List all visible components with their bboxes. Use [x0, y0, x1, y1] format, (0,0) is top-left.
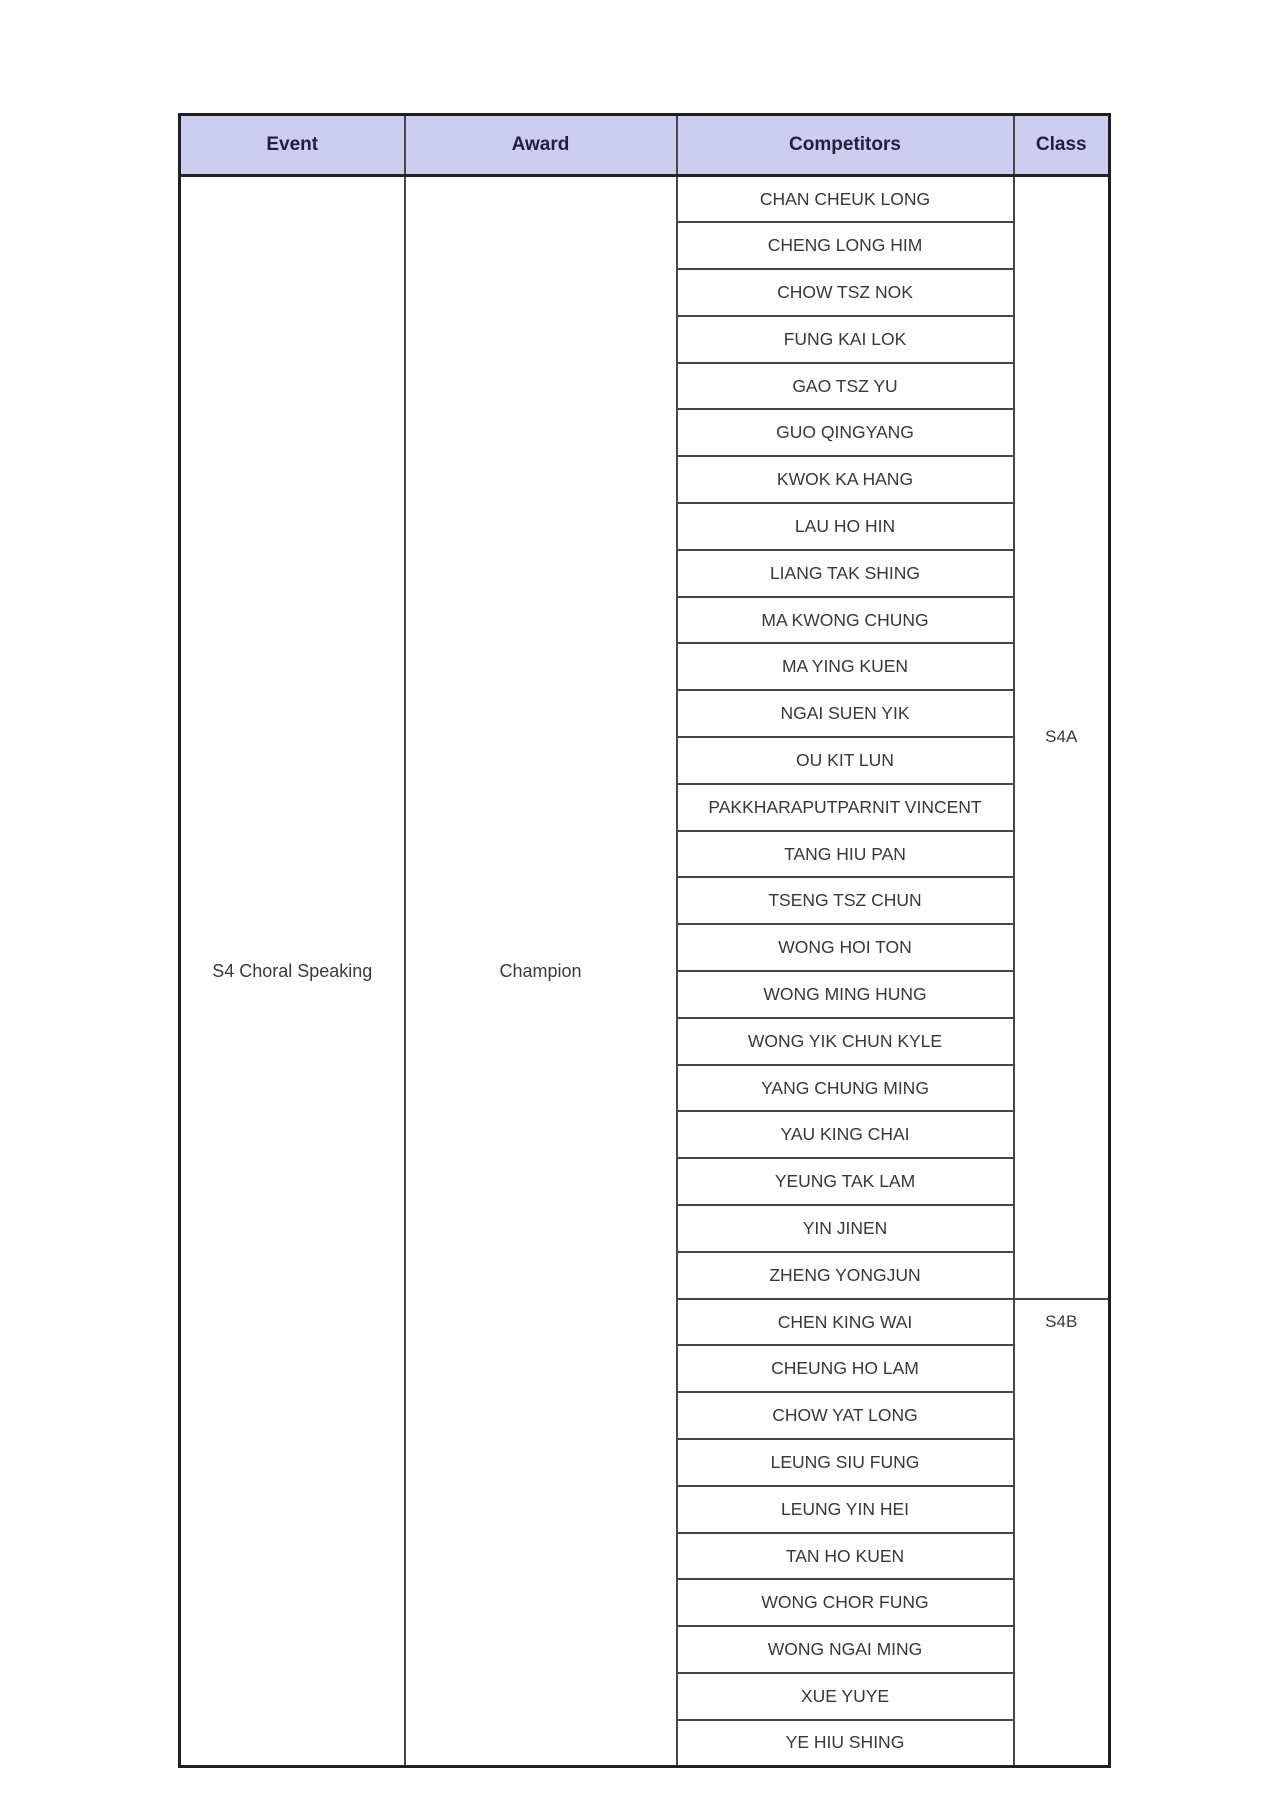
competitor-cell: CHEUNG HO LAM [677, 1345, 1014, 1392]
competitor-cell: YAU KING CHAI [677, 1111, 1014, 1158]
competitor-cell: WONG HOI TON [677, 924, 1014, 971]
competitor-cell: OU KIT LUN [677, 737, 1014, 784]
competitor-cell: CHEN KING WAI [677, 1299, 1014, 1346]
header-award: Award [405, 115, 677, 176]
competitor-cell: TAN HO KUEN [677, 1533, 1014, 1580]
competitor-cell: YEUNG TAK LAM [677, 1158, 1014, 1205]
competitor-cell: NGAI SUEN YIK [677, 690, 1014, 737]
competitor-cell: WONG NGAI MING [677, 1626, 1014, 1673]
competitor-cell: KWOK KA HANG [677, 456, 1014, 503]
competitor-cell: WONG MING HUNG [677, 971, 1014, 1018]
table-header-row [180, 115, 1110, 176]
competitor-cell: CHOW TSZ NOK [677, 269, 1014, 316]
competitor-cell: FUNG KAI LOK [677, 316, 1014, 363]
competitor-cell: LEUNG YIN HEI [677, 1486, 1014, 1533]
competitor-cell: CHOW YAT LONG [677, 1392, 1014, 1439]
competitor-cell: GUO QINGYANG [677, 409, 1014, 456]
class-cell: S4A [1014, 176, 1110, 1299]
competitor-cell: YE HIU SHING [677, 1720, 1014, 1767]
competitor-cell: MA KWONG CHUNG [677, 597, 1014, 644]
header-competitors: Competitors [677, 115, 1014, 176]
table-body [180, 176, 1110, 1767]
competitor-cell: CHAN CHEUK LONG [677, 176, 1014, 223]
competitor-cell: YIN JINEN [677, 1205, 1014, 1252]
competitor-cell: TANG HIU PAN [677, 831, 1014, 878]
competitor-cell: PAKKHARAPUTPARNIT VINCENT [677, 784, 1014, 831]
competitor-cell: WONG YIK CHUN KYLE [677, 1018, 1014, 1065]
header-event: Event [180, 115, 405, 176]
competitor-cell: CHENG LONG HIM [677, 222, 1014, 269]
competitor-cell: TSENG TSZ CHUN [677, 877, 1014, 924]
competitor-cell: ZHENG YONGJUN [677, 1252, 1014, 1299]
competitor-cell: YANG CHUNG MING [677, 1065, 1014, 1112]
competitor-cell: LAU HO HIN [677, 503, 1014, 550]
table-row [180, 176, 1110, 223]
awards-table [178, 113, 1111, 1768]
award-cell: Champion [405, 176, 677, 1767]
event-cell: S4 Choral Speaking [180, 176, 405, 1767]
competitor-cell: LEUNG SIU FUNG [677, 1439, 1014, 1486]
competitor-cell: XUE YUYE [677, 1673, 1014, 1720]
competitor-cell: MA YING KUEN [677, 643, 1014, 690]
class-cell: S4B [1014, 1299, 1110, 1767]
competitor-cell: LIANG TAK SHING [677, 550, 1014, 597]
competitor-cell: GAO TSZ YU [677, 363, 1014, 410]
header-class: Class [1014, 115, 1110, 176]
competitor-cell: WONG CHOR FUNG [677, 1579, 1014, 1626]
